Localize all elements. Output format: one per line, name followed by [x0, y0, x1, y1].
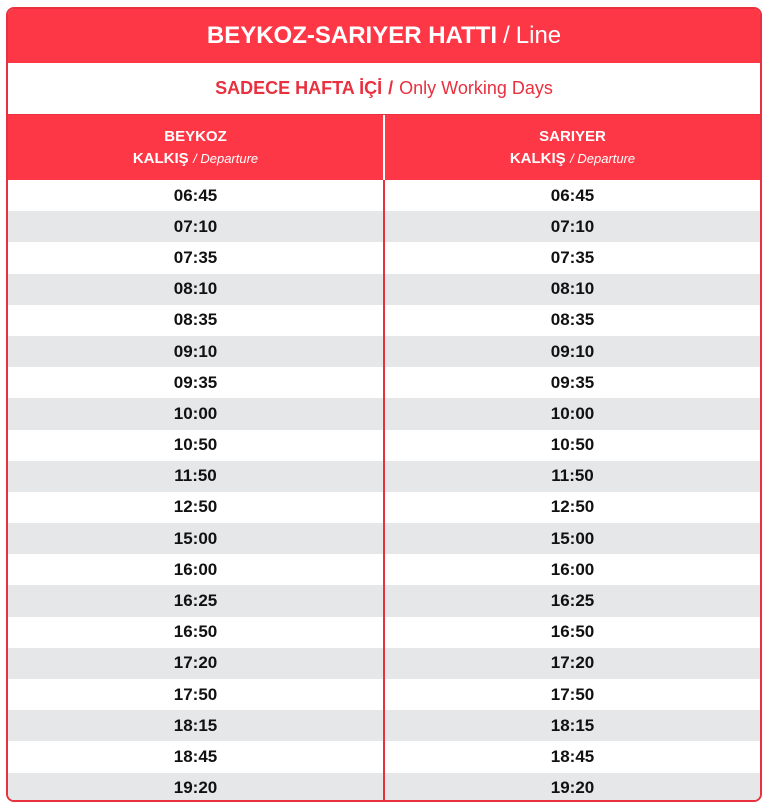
sariyer-departure-time: 07:35 — [383, 242, 760, 273]
sariyer-departure-time: 08:35 — [383, 305, 760, 336]
column-kalkis: KALKIŞ — [509, 149, 566, 167]
sariyer-departure-time: 10:50 — [383, 430, 760, 461]
table-row — [8, 274, 760, 305]
beykoz-departure-time: 06:45 — [173, 185, 218, 205]
column-kalkis: KALKIŞ — [132, 149, 189, 167]
timetable — [6, 7, 762, 802]
sariyer-departure-time: 10:00 — [383, 398, 760, 429]
beykoz-departure-time: 19:20 — [173, 778, 218, 798]
days-turkish: SADECE HAFTA İÇİ — [215, 78, 383, 98]
beykoz-departure-time: 08:10 — [173, 279, 218, 299]
beykoz-departure-time: 07:35 — [173, 247, 218, 267]
table-row — [8, 461, 760, 492]
table-row — [8, 523, 760, 554]
column-header-beykoz — [8, 115, 383, 180]
sariyer-departure-time: 16:25 — [383, 585, 760, 616]
table-row — [8, 398, 760, 429]
table-row — [8, 336, 760, 367]
table-row — [8, 679, 760, 710]
title-line-label: Line — [515, 22, 562, 49]
table-row — [8, 773, 760, 802]
table-row — [8, 617, 760, 648]
title-separator: / — [503, 22, 510, 49]
beykoz-departure-time: 15:00 — [173, 528, 218, 548]
sariyer-departure-time: 18:15 — [383, 710, 760, 741]
table-row — [8, 554, 760, 585]
sariyer-departure-time: 09:10 — [383, 336, 760, 367]
days-separator: / — [388, 78, 394, 98]
sariyer-departure-time: 09:35 — [383, 367, 760, 398]
table-row — [8, 180, 760, 211]
table-row — [8, 305, 760, 336]
beykoz-departure-time: 10:50 — [173, 435, 218, 455]
beykoz-departure-time: 07:10 — [173, 216, 218, 236]
table-row — [8, 585, 760, 616]
table-row — [8, 492, 760, 523]
sariyer-departure-time: 18:45 — [383, 741, 760, 772]
sariyer-departure-time: 12:50 — [383, 492, 760, 523]
table-row — [8, 367, 760, 398]
sariyer-departure-time: 15:00 — [383, 523, 760, 554]
operating-days — [8, 63, 760, 115]
table-row — [8, 741, 760, 772]
table-row — [8, 648, 760, 679]
beykoz-departure-time: 09:35 — [173, 372, 218, 392]
column-station: SARIYER — [539, 127, 606, 145]
sariyer-departure-time: 16:50 — [383, 617, 760, 648]
column-station: BEYKOZ — [164, 127, 227, 145]
beykoz-departure-time: 16:00 — [173, 559, 218, 579]
sariyer-departure-time: 17:20 — [383, 648, 760, 679]
beykoz-departure-time: 17:20 — [173, 653, 218, 673]
table-row — [8, 430, 760, 461]
sariyer-departure-time: 11:50 — [383, 461, 760, 492]
beykoz-departure-time: 11:50 — [174, 466, 217, 486]
sariyer-departure-time: 17:50 — [383, 679, 760, 710]
column-departure-line — [510, 148, 635, 170]
beykoz-departure-time: 16:50 — [173, 622, 218, 642]
sariyer-departure-time: 16:00 — [383, 554, 760, 585]
title-line-name: BEYKOZ-SARIYER HATTI — [206, 22, 498, 49]
sariyer-departure-time: 06:45 — [383, 180, 760, 211]
table-row — [8, 710, 760, 741]
column-departure-line — [133, 148, 258, 170]
beykoz-departure-time: 18:45 — [173, 746, 218, 766]
beykoz-departure-time: 08:35 — [173, 310, 218, 330]
table-row — [8, 242, 760, 273]
beykoz-departure-time: 10:00 — [173, 403, 218, 423]
column-header-sariyer — [383, 115, 760, 180]
days-english: Only Working Days — [399, 78, 553, 98]
column-headers — [8, 115, 760, 180]
timetable-rows — [8, 180, 760, 802]
column-departure: / Departure — [193, 150, 259, 166]
sariyer-departure-time: 19:20 — [383, 773, 760, 802]
beykoz-departure-time: 16:25 — [173, 591, 218, 611]
table-row — [8, 211, 760, 242]
beykoz-departure-time: 12:50 — [173, 497, 218, 517]
beykoz-departure-time: 09:10 — [173, 341, 218, 361]
column-departure: / Departure — [570, 150, 636, 166]
timetable-title — [8, 9, 760, 63]
beykoz-departure-time: 17:50 — [173, 684, 218, 704]
beykoz-departure-time: 18:15 — [173, 715, 218, 735]
sariyer-departure-time: 07:10 — [383, 211, 760, 242]
sariyer-departure-time: 08:10 — [383, 274, 760, 305]
